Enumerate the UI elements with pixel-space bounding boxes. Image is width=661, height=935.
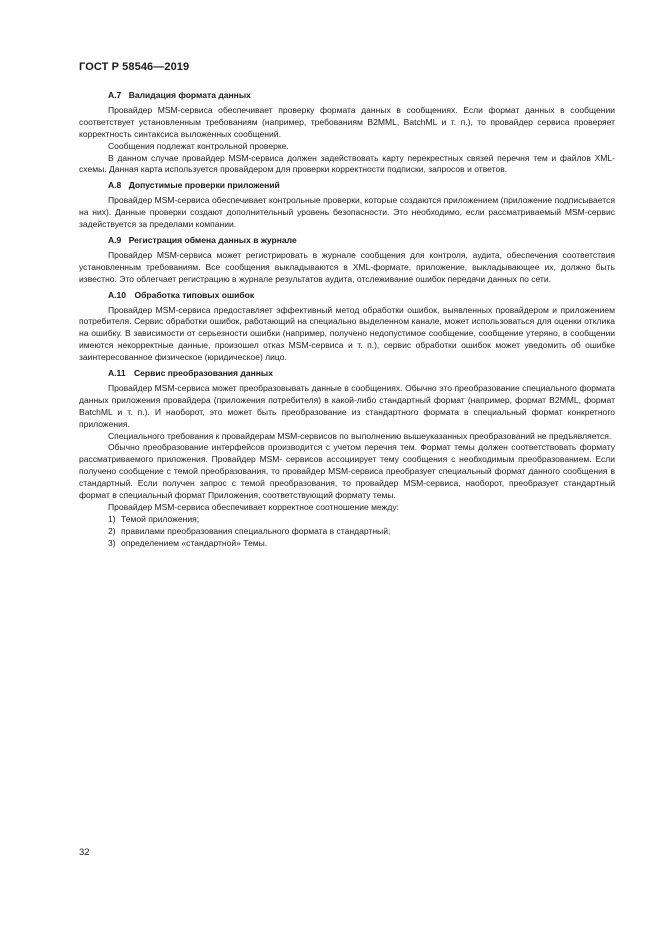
section-title: Обработка типовых ошибок (134, 289, 255, 300)
paragraph: Обычно преобразование интерфейсов производится с учетом перечня тем. Формат темы должен соответствовать формату рассматриваемого приложения. Провайдер MSM- сервисов ассоциирует тему сообщения с необходимым преобразованием. Если получено сообщение с темой преобразования, то провайдер MSM-сервиса преобразует специальный формат данного сообщения в стандартный. Если получен запрос с темой преобразования, то провайдер MSM-сервиса, наоборот, преобразует стандартный формат в специальный формат Приложения, соответствующий формату темы. (79, 442, 615, 501)
paragraph: Провайдер MSM-сервиса обеспечивает контрольные проверки, которые создаются приложением (приложение подписывается на них). Данные проверки создают дополнительный уровень безопасности. Это необходимо, если рассматриваемый MSM-сервис задействуется за пределами компании. (79, 195, 615, 230)
section-title: Сервис преобразования данных (133, 368, 273, 379)
section-heading-a10 (79, 290, 615, 302)
section-heading-a9 (79, 235, 615, 247)
document-body (79, 90, 615, 550)
list-item (79, 526, 615, 538)
list-marker: 2) (108, 525, 116, 536)
section-heading-a8 (79, 180, 615, 192)
section-number: А.9 (108, 234, 122, 245)
section-heading-a7 (79, 90, 615, 102)
section-heading-a11 (79, 368, 615, 380)
section-number: А.10 (108, 289, 127, 300)
section-number: А.8 (108, 180, 122, 191)
list-item-text: Темой приложения; (120, 513, 200, 524)
list-item-text: правилами преобразования специального формата в стандартный; (120, 525, 391, 536)
section-title: Валидация формата данных (128, 90, 251, 100)
list-item (79, 514, 615, 526)
section-number: А.7 (108, 90, 122, 100)
list-item-text: определением «стандартной» Темы. (120, 537, 268, 548)
numbered-list (79, 514, 615, 550)
paragraph: Сообщения подлежат контрольной проверке. (108, 140, 289, 151)
section-title: Регистрация обмена данных в журнале (128, 234, 297, 245)
paragraph: Провайдер MSM-сервиса обеспечивает проверку формата данных в сообщениях. Если формат данных в сообщении соответствует установленным требованиям (например, требованиям B2MML, BatchML и т. п.), то провайдер сервиса проверяет корректность синтаксиса выложенных сообщений. (79, 104, 615, 139)
paragraph: Специального требования к провайдерам MSM-сервисов по выполнению вышеуказанных преобразований не предъявляется. (108, 430, 612, 441)
page-number: 32 (79, 847, 90, 858)
list-item (79, 538, 615, 550)
paragraph: Провайдер MSM-сервиса может регистрировать в журнале сообщения для контроля, аудита, обеспечения соответствия установленным требованиям. Все сообщения выкладываются в XML-формате, приложение, выкладывающее их, должно быть известно. Это облегчает регистрацию в журнале результатов аудита, отслеживание ошибок передачи данных по сети. (79, 249, 615, 284)
list-marker: 3) (108, 537, 116, 548)
paragraph: В данном случае провайдер MSM-сервиса должен задействовать карту перекрестных связей перечня тем и файлов XML-схемы. Данная карта используется провайдером для проверки корректности подписки, запросов и ответов. (79, 152, 615, 175)
list-marker: 1) (108, 513, 116, 524)
paragraph: Провайдер MSM-сервиса обеспечивает корректное соотношение между: (108, 502, 400, 512)
document-standard-number: ГОСТ Р 58546—2019 (79, 61, 190, 73)
section-title: Допустимые проверки приложений (128, 180, 280, 191)
section-number: А.11 (108, 368, 126, 379)
paragraph: Провайдер MSM-сервиса может преобразовывать данные в сообщениях. Обычно это преобразование специального формата данных приложения провайдера (приложения потребителя) в какой-либо стандартный формат (например, формат B2MML, формат BatchML и т. п.). И наоборот, это может быть преобразование из стандартного формата в специальный формат конкретного приложения. (79, 382, 615, 429)
paragraph: Провайдер MSM-сервиса предоставляет эффективный метод обработки ошибок, выявленных провайдером и приложением потребителя. Сервис обработки ошибок, работающий на специально выделенном канале, может использоваться для оценки отклика на ошибку. В зависимости от серьезности ошибки (например, получено недопустимое сообщение, сообщение утеряно, в сообщении имеются некорректные данные, произошел отказ MSM-сервиса и т. п.), сервис обработки ошибок может уведомить об ошибке заинтересованное физическое (юридическое) лицо. (79, 304, 615, 363)
